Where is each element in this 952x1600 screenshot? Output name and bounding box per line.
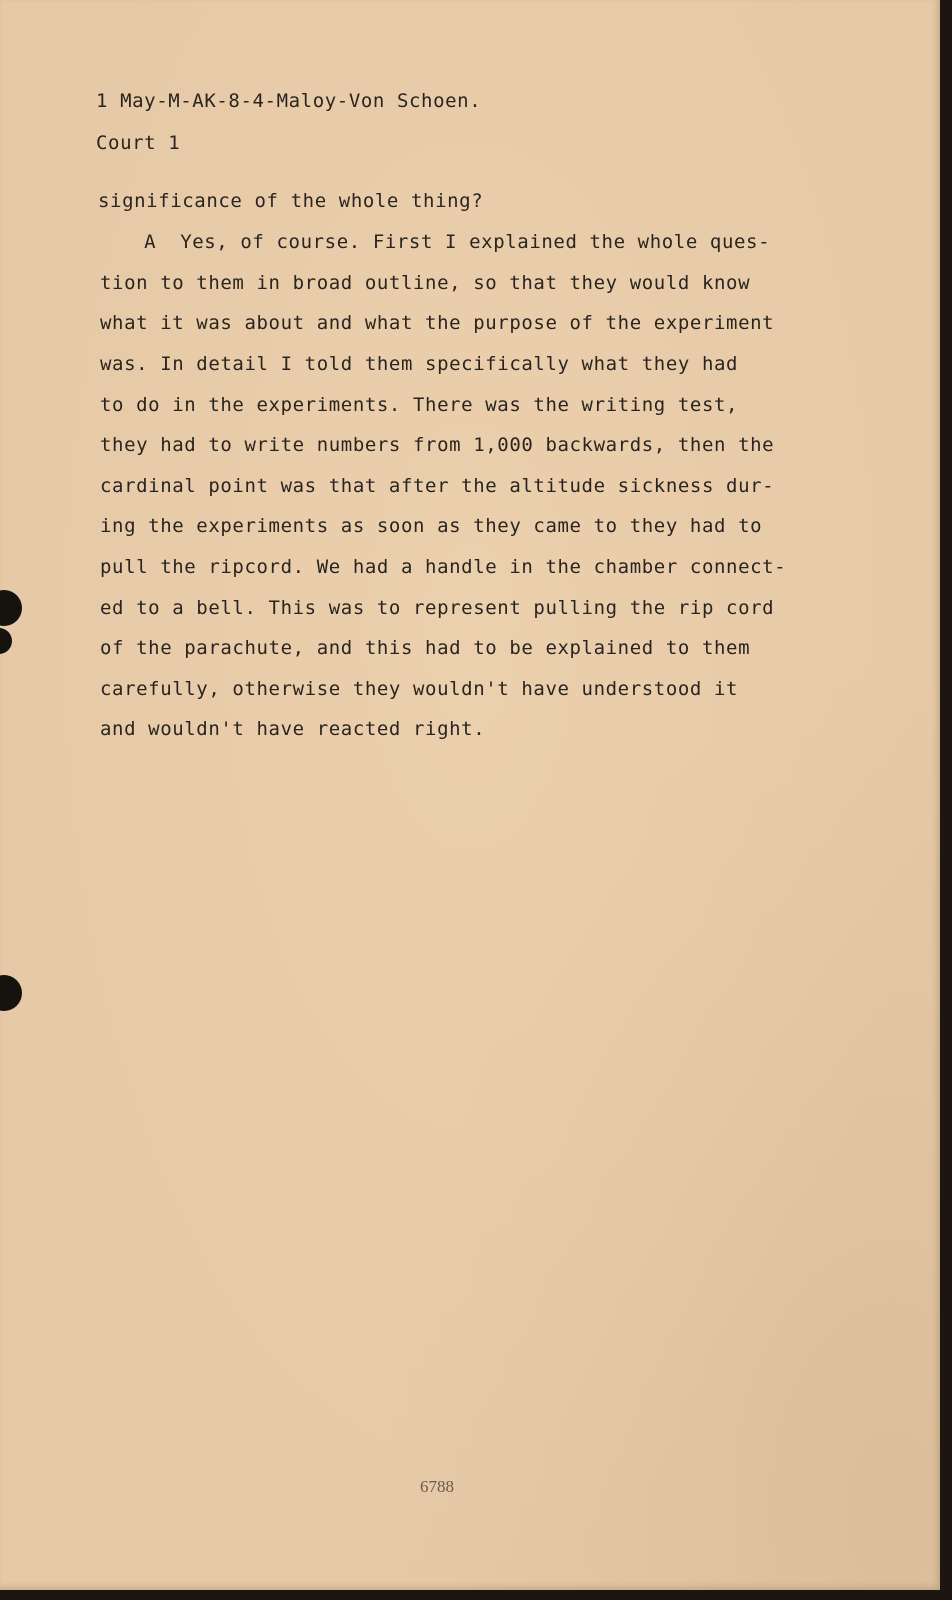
body-line: was. In detail I told them specifically what they had (100, 353, 739, 375)
body-line: what it was about and what the purpose of the experiment (100, 312, 775, 334)
body-line: significance of the whole thing? (98, 190, 484, 212)
body-line: of the parachute, and this had to be explained to them (100, 637, 751, 659)
header-court: Court 1 (96, 132, 181, 154)
body-line: they had to write numbers from 1,000 backwards, then the (100, 434, 775, 456)
body-line: to do in the experiments. There was the writing test, (100, 394, 739, 416)
body-line: pull the ripcord. We had a handle in the chamber connect- (100, 556, 787, 578)
body-line: A Yes, of course. First I explained the whole ques- (120, 231, 771, 253)
body-line: ed to a bell. This was to represent pulling the rip cord (100, 597, 775, 619)
punch-hole-bottom (0, 975, 22, 1011)
body-line: carefully, otherwise they wouldn't have understood it (100, 678, 739, 700)
body-line: cardinal point was that after the altitude sickness dur- (100, 475, 775, 497)
body-line: tion to them in broad outline, so that they would know (100, 272, 751, 294)
punch-hole-top (0, 590, 22, 626)
body-line: ing the experiments as soon as they came to they had to (100, 515, 763, 537)
body-line: and wouldn't have reacted right. (100, 718, 486, 740)
scan-edge-right (940, 0, 952, 1600)
header-reference: 1 May-M-AK-8-4-Maloy-Von Schoen. (96, 90, 482, 112)
punch-hole-notch (0, 628, 12, 654)
scan-edge-bottom (0, 1590, 952, 1600)
page-number: 6788 (420, 1477, 454, 1496)
